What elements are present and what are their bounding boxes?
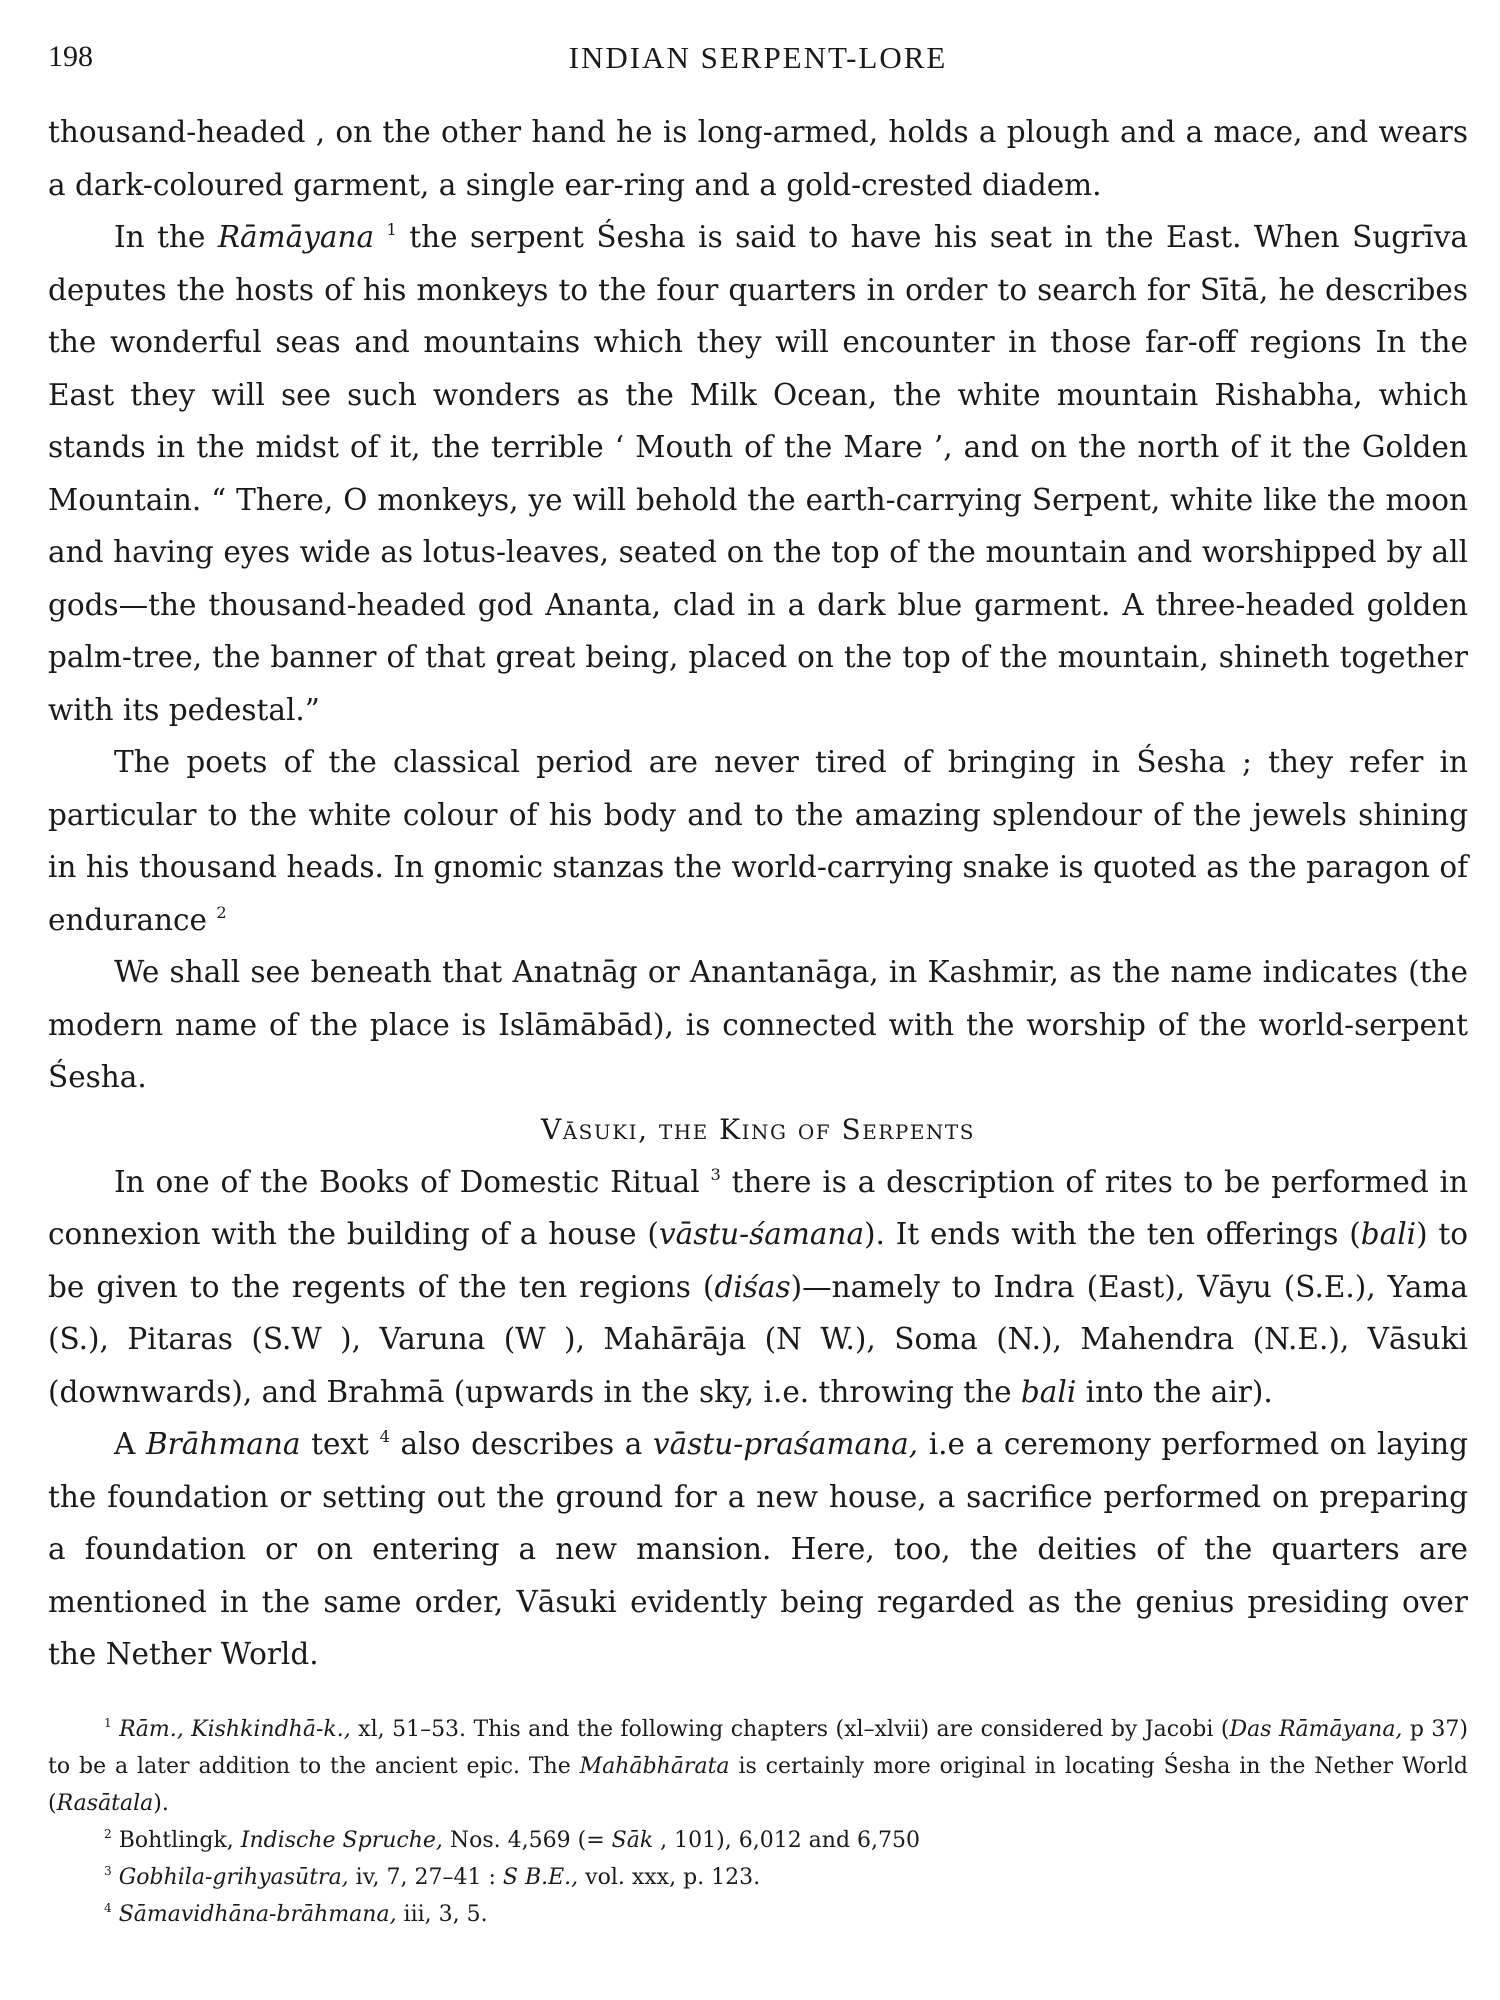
italic-text: vāstu-śamana [658,1217,865,1251]
text-run: Vāsuki, the King of Serpents [541,1112,975,1146]
italic-text: Indische Spruche, [240,1827,443,1853]
italic-text: bali [1020,1374,1077,1409]
text-run: iii, 3, 5. [396,1901,488,1927]
footnote-ref: 3 [710,1164,721,1184]
paragraph [48,736,1468,946]
text-run [374,220,386,254]
running-title: INDIAN SERPENT-LORE [568,40,948,75]
text-run [112,1865,119,1890]
text-run: into the air). [1076,1374,1273,1409]
page [48,36,1468,1933]
italic-text: Gobhila-grihyasūtra, [118,1864,349,1890]
section-heading [48,1104,1468,1156]
italic-text: Sāk [611,1827,654,1853]
text-run: ) to be given to the regents of the ten regions ( [48,1217,1468,1304]
running-head [48,36,1468,86]
text-run: ). [153,1790,169,1816]
text-run: also describes a [389,1427,653,1461]
paragraph [48,106,1468,211]
paragraph [48,1418,1468,1681]
text-run: xl, 51–53. This and the following chapters (xl–xlvii) are considered by Jacobi ( [350,1716,1230,1742]
footnote [48,1711,1468,1822]
text-run: is certainly more original in locating Śesha in the Nether World ( [48,1753,1468,1816]
text-run: text [300,1427,380,1461]
italic-text: S B.E., [502,1864,579,1890]
text-run: i.e a ceremony performed on laying the foundation or setting out the ground for a new house, a sacrifice performed on preparing a foundation or on entering a new mansion. Here, too, the deities of the quarters are mentioned in the same order, Vāsuki evidently being regarded as the genius presiding over the Nether World. [48,1427,1468,1671]
footnote-ref: 4 [379,1426,390,1446]
footnote-ref: 2 [104,1826,112,1841]
text-run: iv, 7, 27–41 : [348,1864,503,1890]
text-run: ). It ends with the ten offerings ( [864,1217,1361,1251]
text-run: the serpent Śesha is said to have his seat in the East. When Sugrīva deputes the hosts of his monkeys to the four quarters in order to search for Sītā, he describes the wonderful seas and mountains which they will encounter in those far-off regions In the East they will see such wonders as the Milk Ocean, the white mountain Rishabha, which stands in the midst of it, the terrible ‘ Mouth of the Mare ’, and on the north of it the Golden Mountain. “ There, O monkeys, ye will behold the earth-carrying Serpent, white like the moon and having eyes wide as lotus-leaves, seated on the top of the mountain and worshipped by all gods—the thousand-headed god Ananta, clad in a dark blue garment. A three-headed golden palm-tree, the banner of that great being, placed on the top of the mountain, shineth together with its pedestal.” [48,220,1468,727]
footnote [48,1859,1468,1896]
paragraph [48,1156,1468,1419]
italic-text: Rasātala [56,1790,154,1816]
paragraph [48,211,1468,736]
page-number: 198 [48,40,93,73]
text-run [112,1902,119,1927]
text-run: thousand-headed , on the other hand he is long-armed, holds a plough and a mace, and wears a dark-coloured garment, a single ear-ring and a gold-crested diadem. [48,115,1468,202]
text-run: Bohtlingk, [111,1827,241,1853]
footnote [48,1822,1468,1859]
footnote-ref: 2 [216,902,227,922]
footnotes [48,1711,1468,1933]
text-run: We shall see beneath that Anatnāg or Anantanāga, in Kashmir, as the name indicates (the modern name of the place is Islāmābād), is connected with the worship of the world-serpent Śesha. [48,955,1468,1094]
text-run: there is a description of rites to be performed in connexion with the building of a house ( [48,1164,1468,1251]
text-run: The poets of the classical period are never tired of bringing in Śesha ; they refer in particular to the white colour of his body and to the amazing splendour of the jewels shining in his thousand heads. In gnomic stanzas the world-carrying snake is quoted as the paragon of endurance [48,745,1468,937]
text-run: p 37) to be a later addition to the ancient epic. The [48,1716,1468,1779]
text-run: Nos. 4,569 (= [442,1827,612,1853]
italic-text: Das Rāmāyana, [1229,1716,1403,1742]
text-run: )—namely to Indra (East), Vāyu (S.E.), Yama (S.), Pitaras (S.W ), Varuna (W ), Mahārāja (N W.), Soma (N.), Mahendra (N.E.), Vāsuki (downwards), and Brahmā (upwards in the sky, i.e. throwing the [48,1269,1468,1409]
text-run: vol. xxx, p. 123. [578,1864,761,1890]
text-run: , 101), 6,012 and 6,750 [653,1827,921,1853]
footnote-ref: 1 [104,1715,112,1730]
italic-text: Rām., Kishkindhā-k., [119,1716,351,1742]
italic-text: bali [1360,1217,1417,1251]
italic-text: vāstu-praśamana, [653,1427,919,1461]
italic-text: Rāmāyana [217,220,375,254]
text-run: In the [114,220,218,254]
footnote-ref: 4 [104,1900,112,1915]
footnote [48,1896,1468,1933]
italic-text: diśas [714,1269,791,1304]
text-run: In one of the Books of Domestic Ritual [114,1164,711,1199]
text-run: A [114,1427,146,1461]
italic-text: Sāmavidhāna-brāhmana, [118,1901,397,1927]
footnote-ref: 1 [386,219,397,239]
paragraph [48,946,1468,1104]
footnote-ref: 3 [104,1863,112,1878]
italic-text: Brāhmana [145,1427,301,1461]
body-text [48,106,1468,1681]
italic-text: Mahābhārata [579,1753,730,1779]
